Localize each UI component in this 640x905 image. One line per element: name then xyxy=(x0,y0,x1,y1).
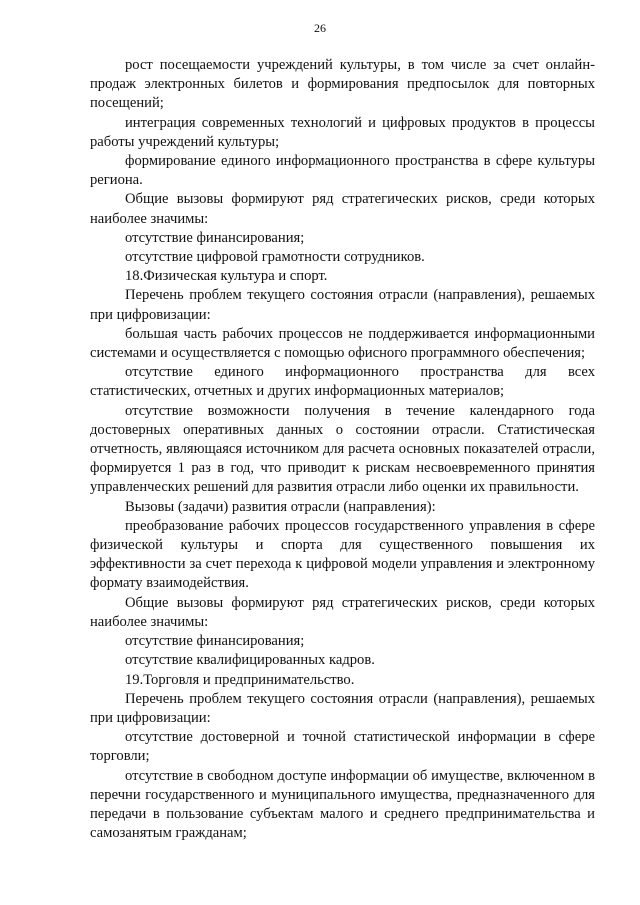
paragraph-culture-risks-intro: Общие вызовы формируют ряд стратегических рисков, среди которых наиболее значимы: xyxy=(90,191,595,227)
paragraph-sport-problem-data: отсутствие возможности получения в течение календарного года достоверных оперативных данных о состоянии отрасли. Статистическая отчетность, являющаяся источником для расчета основных показателей отрасли, формируется 1 раз в год, что приводит к рискам несвоевременного принятия управленческих решений для развития отрасли либо оценки их правильности. xyxy=(90,402,595,496)
paragraph-culture-risk-funding: отсутствие финансирования; xyxy=(125,229,305,246)
paragraph-trade-problems-intro: Перечень проблем текущего состояния отрасли (направления), решаемых при цифровизации: xyxy=(90,690,595,726)
paragraph-culture-attendance: рост посещаемости учреждений культуры, в том числе за счет онлайн-продаж электронных билетов и формирования предпосылок для повторных посещений; xyxy=(90,57,595,112)
page-number: 26 xyxy=(314,21,326,35)
paragraph-sport-problem-processes: большая часть рабочих процессов не поддерживается информационными системами и осуществляется с помощью офисного программного обеспечения; xyxy=(90,325,595,362)
section-heading-trade: 19.Торговля и предпринимательство. xyxy=(125,671,355,688)
paragraph-trade-problem-property: отсутствие в свободном доступе информации об имуществе, включенном в перечни государственного и муниципального имущества, предназначенного для передачи в пользование субъектам малого и среднего предпринимательства и самозанятым гражданам; xyxy=(90,767,595,842)
paragraph-culture-information-space: формирование единого информационного пространства в сфере культуры региона. xyxy=(90,153,595,189)
paragraph-sport-risk-funding: отсутствие финансирования; xyxy=(125,633,305,650)
paragraph-sport-challenge-transformation: преобразование рабочих процессов государственного управления в сфере физической культуры и спорта для существенного повышения их эффективности за счет перехода к цифровой модели управления и электронному формату взаимодействия. xyxy=(90,517,595,592)
paragraph-sport-risks-intro: Общие вызовы формируют ряд стратегических рисков, среди которых наиболее значимы: xyxy=(90,594,595,630)
section-heading-sport: 18.Физическая культура и спорт. xyxy=(125,268,328,285)
paragraph-sport-challenges-intro: Вызовы (задачи) развития отрасли (направления): xyxy=(125,498,436,515)
document-body xyxy=(90,56,595,843)
paragraph-sport-risk-staff: отсутствие квалифицированных кадров. xyxy=(125,652,375,669)
paragraph-sport-problem-information-space: отсутствие единого информационного пространства для всех статистических, отчетных и других информационных материалов; xyxy=(90,364,595,400)
paragraph-culture-integration: интеграция современных технологий и цифровых продуктов в процессы работы учреждений культуры; xyxy=(90,114,595,150)
paragraph-sport-problems-intro: Перечень проблем текущего состояния отрасли (направления), решаемых при цифровизации: xyxy=(90,287,595,323)
paragraph-trade-problem-statistics: отсутствие достоверной и точной статистической информации в сфере торговли; xyxy=(90,729,595,765)
paragraph-culture-risk-literacy: отсутствие цифровой грамотности сотрудников. xyxy=(125,249,425,266)
